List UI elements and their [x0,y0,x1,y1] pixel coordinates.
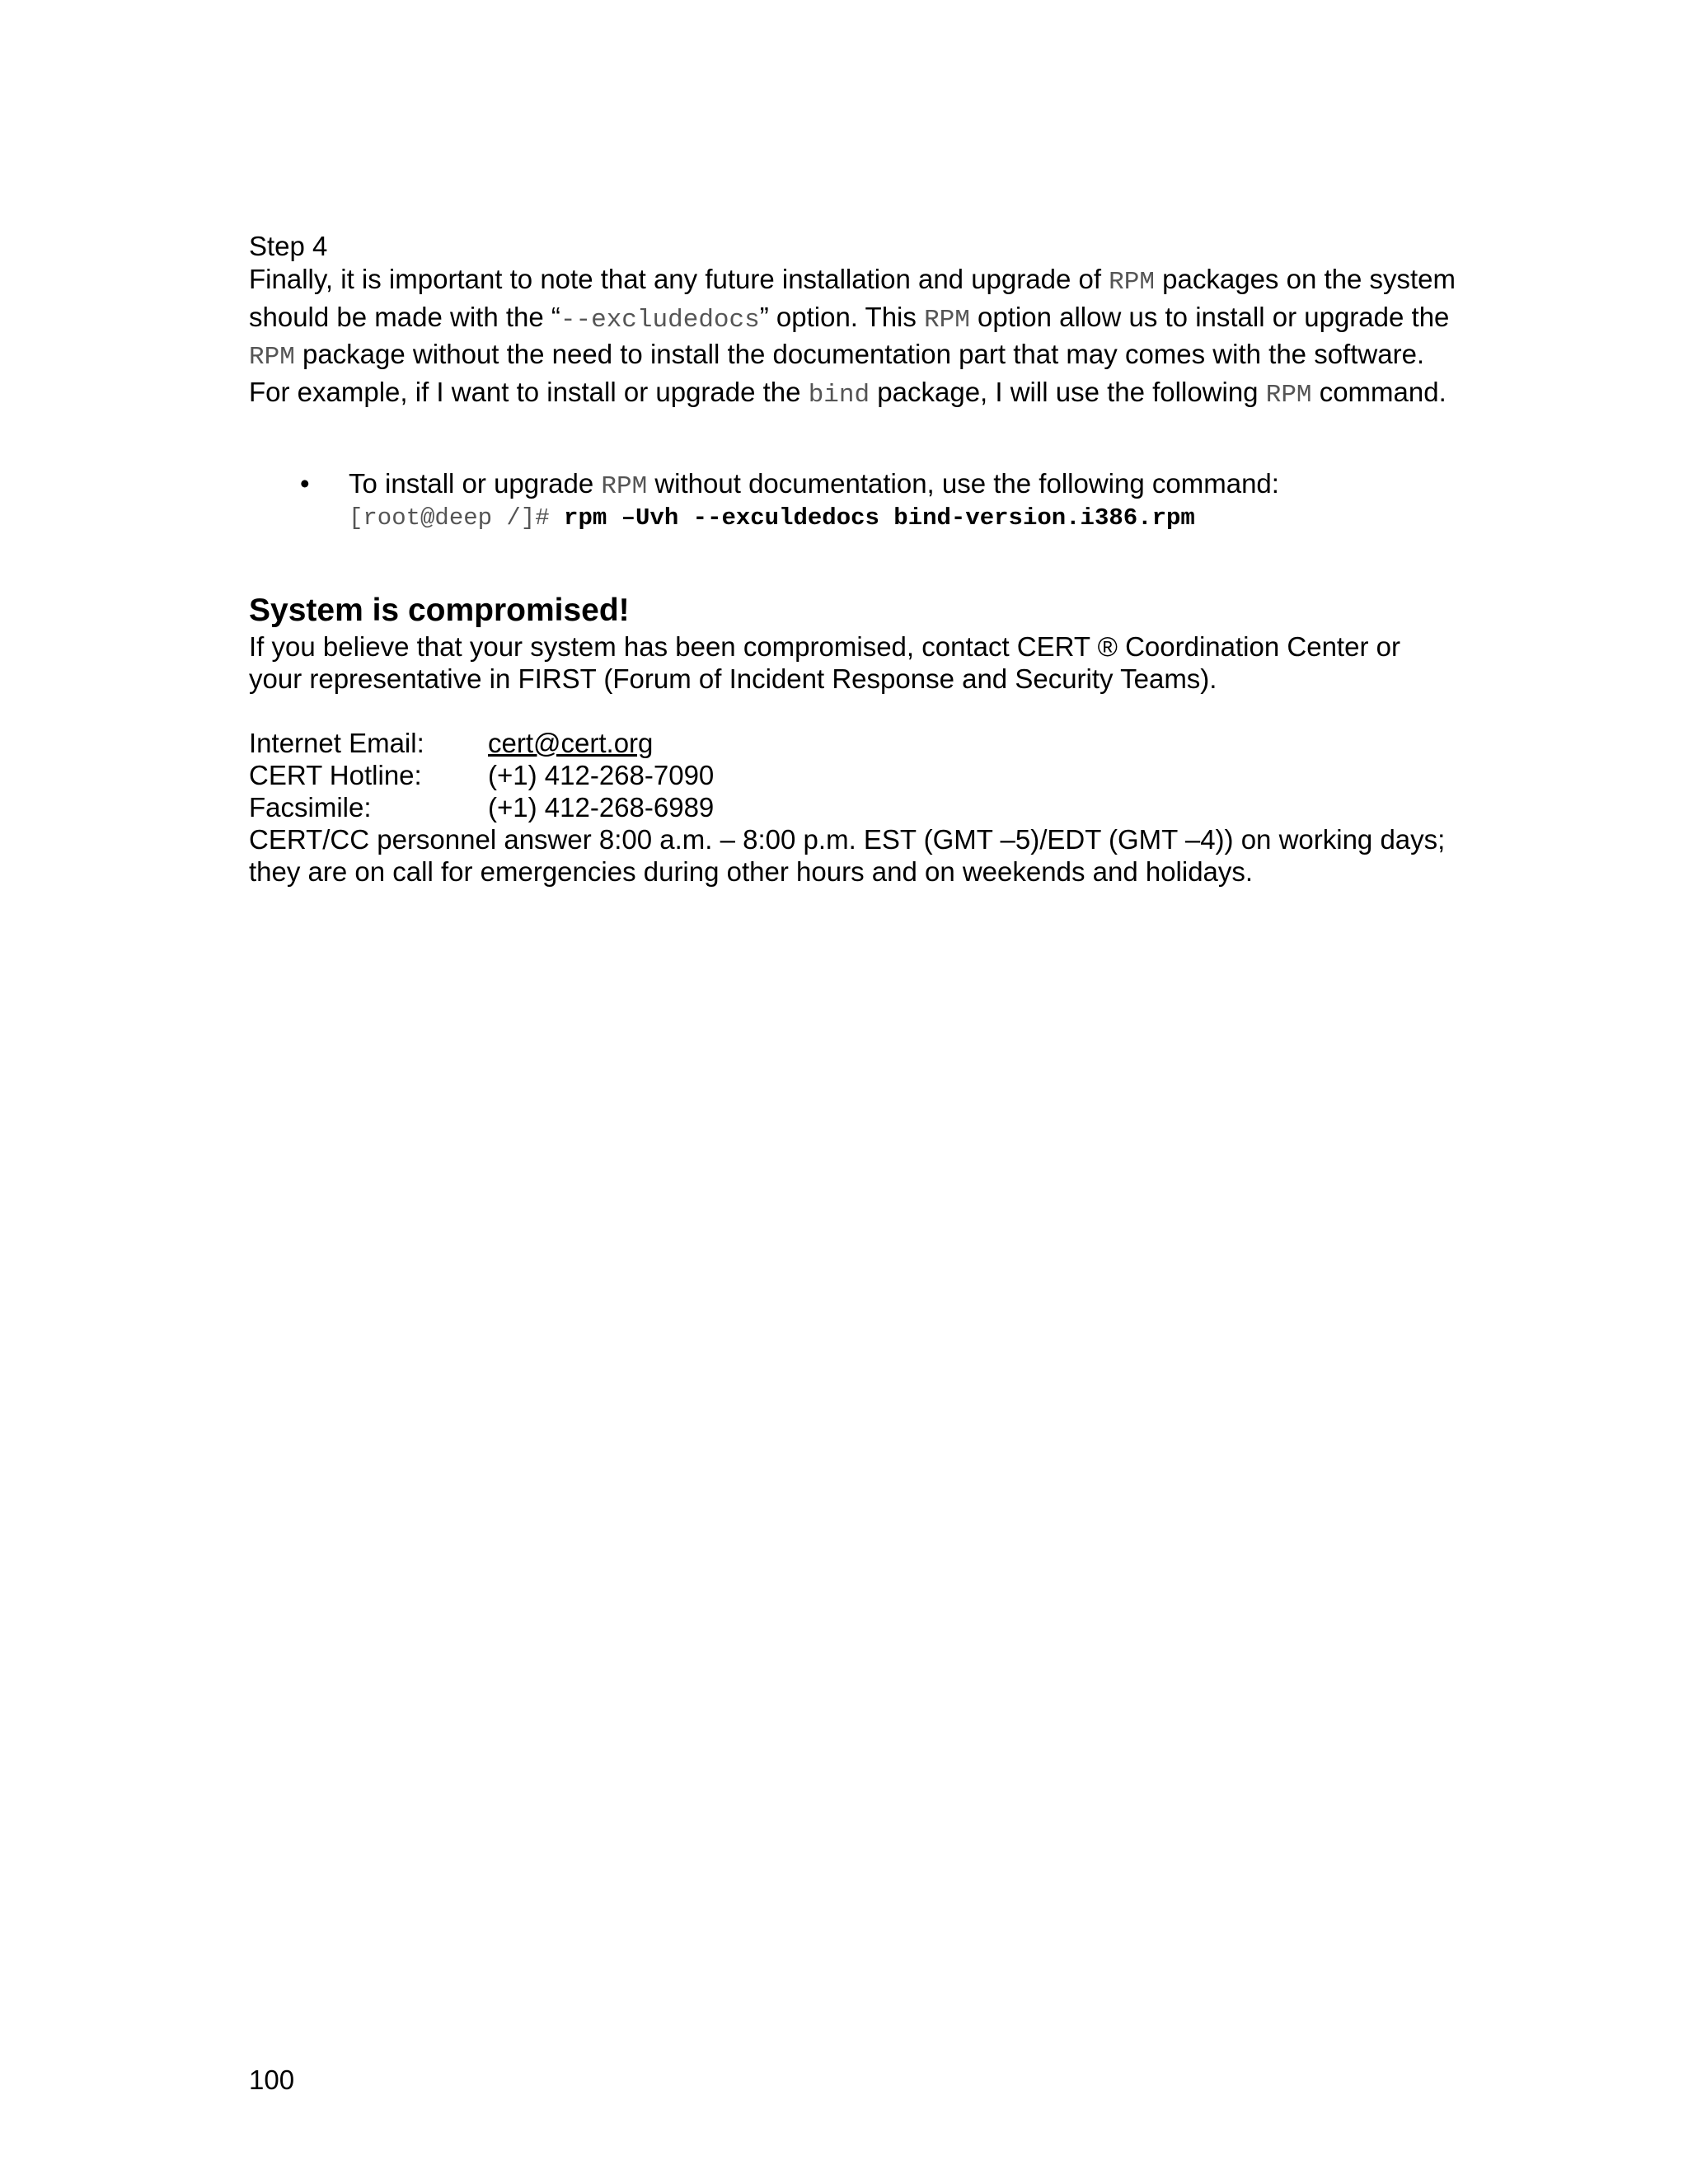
code-bind: bind [808,380,870,410]
rpm-command: rpm –Uvh --exculdedocs bind-version.i386.rpm [564,504,1195,532]
text: without documentation, use the following command: [647,468,1279,499]
code-rpm: RPM [1265,380,1312,410]
code-excludedocs: --excludedocs [560,305,760,335]
section-paragraph: If you believe that your system has been compromised, contact CERT ® Coordination Center or your representative in FIRST (Forum of Incident Response and Security Teams). [249,631,1400,694]
code-rpm: RPM [1109,268,1155,297]
section-heading: System is compromised! [249,593,630,628]
bullet-body [349,466,1503,532]
code-rpm: RPM [249,343,295,372]
text: Finally, it is important to note that any future installation and upgrade of [249,264,1109,294]
step-paragraph [249,262,1469,412]
bullet-icon: • [300,468,310,499]
command-line [349,504,1503,532]
contact-label: Facsimile: [249,792,372,823]
email-link[interactable]: cert@cert.org [488,728,654,758]
contact-value: (+1) 412-268-7090 [488,760,715,790]
text: packages on the system should be made with the “ [249,264,1456,332]
bullet-text [349,466,1503,504]
contact-label: Internet Email: [249,728,424,758]
shell-prompt: [root@deep /]# [349,504,565,532]
hours-paragraph: CERT/CC personnel answer 8:00 a.m. – 8:00 p.m. EST (GMT –5)/EDT (GMT –4)) on working days; they are on call for emergencies during other hours and on weekends and holidays. [249,824,1446,887]
step-label: Step 4 [249,231,328,261]
text: To install or upgrade [349,468,602,499]
text: command. [1311,376,1447,407]
contact-value: (+1) 412-268-6989 [488,792,715,823]
text: package, I will use the following [870,376,1266,407]
page-number: 100 [249,2064,295,2095]
text: package without the need to install the documentation part that may comes with the software. For example, if I want to install or upgrade the [249,339,1425,407]
contact-label: CERT Hotline: [249,760,422,790]
code-rpm: RPM [601,472,648,501]
code-rpm: RPM [924,305,970,335]
text: ” option. This [759,301,925,332]
text: option allow us to install or upgrade the [969,301,1450,332]
